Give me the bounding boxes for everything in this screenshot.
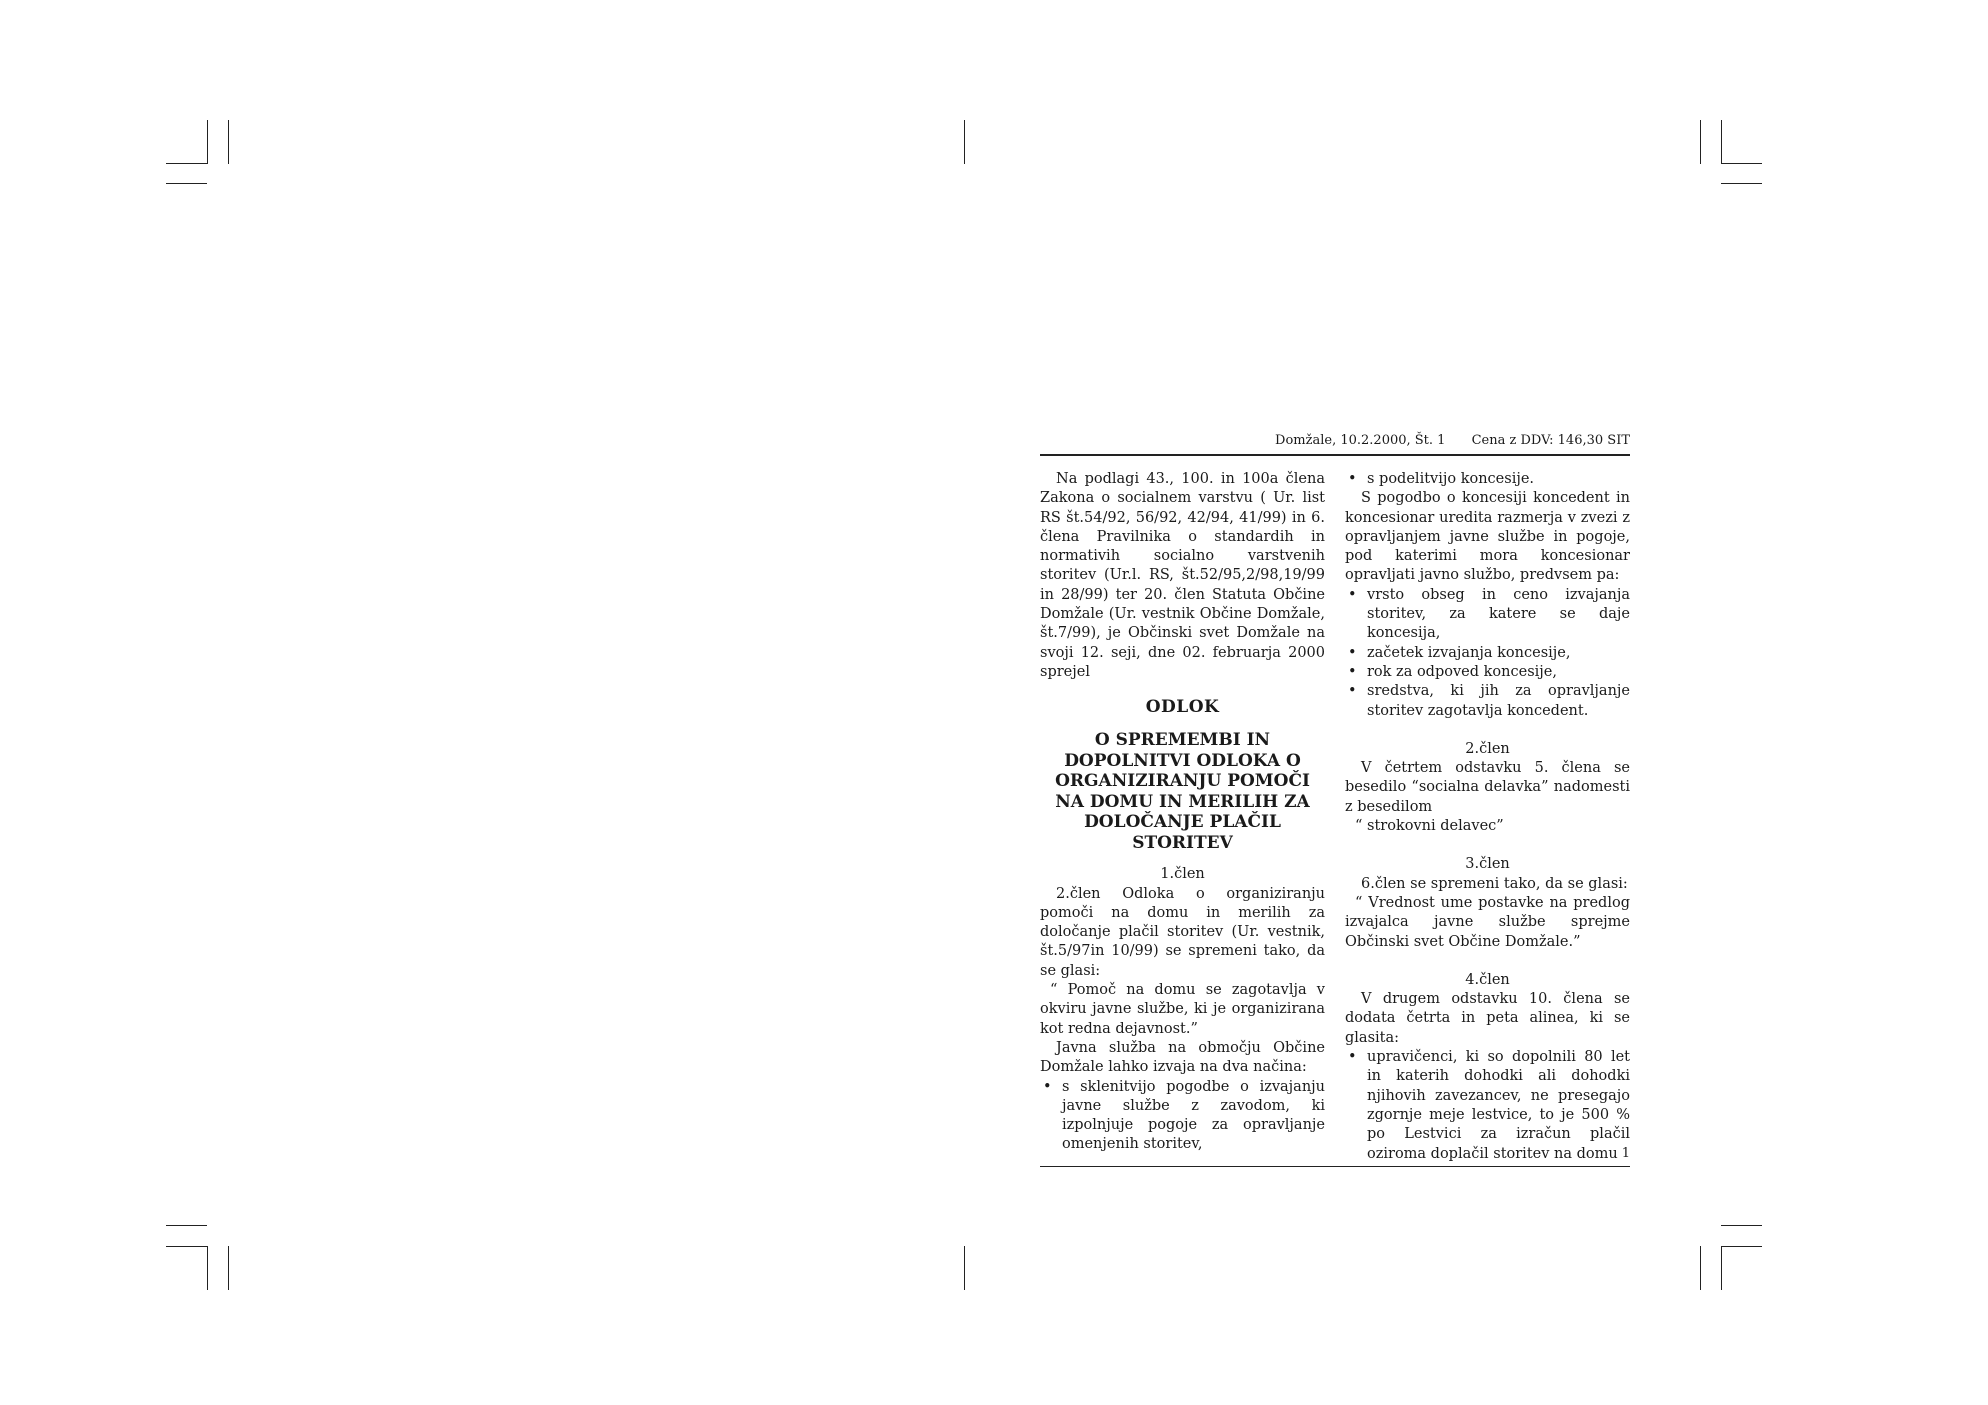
header-price: Cena z DDV: 146,30 SIT [1471,433,1630,448]
crop-mark [1721,183,1762,184]
header-rule [1040,454,1630,456]
article-1-text: 2.člen Odloka o organiziranju pomoči na domu in merilih za določanje plačil storitev (Ur. vestnik, št.5/97in 10/99) se spremeni tako, da se glasi: [1040,885,1325,979]
crop-mark [1721,1246,1722,1290]
article-2-quote: “ strokovni delavec” [1355,818,1504,835]
bullet-icon: • [1348,586,1357,603]
bullet-icon: • [1348,1049,1357,1066]
right-column [1345,470,1630,1164]
bullet-icon: • [1043,1078,1052,1095]
header-place-date-issue: Domžale, 10.2.2000, Št. 1 [1275,433,1446,448]
bullet-icon: • [1348,683,1357,700]
crop-mark [1721,163,1762,164]
article-1-text-2: Javna služba na območju Občine Domžale lahko izvaja na dva načina: [1040,1039,1325,1076]
crop-mark [207,1246,208,1290]
spacer [1345,721,1630,740]
crop-mark [1721,1225,1762,1226]
page-header [1040,433,1630,455]
preamble-paragraph: Na podlagi 43., 100. in 100a člena Zakona o socialnem varstvu ( Ur. list RS št.54/92, 56/92, 42/94, 41/99) in 6. člena Pravilnika o standardih in normativih socialno varstvenih storitev (Ur.l. RS, št.52/95,2/98,19/99 in 28/99) ter 20. člen Statuta Občine Domžale (Ur. vestnik Občine Domžale, št.7/99), je Občinski svet Domžale na svoji 12. seji, dne 02. februarja 2000 sprejel [1040,471,1325,680]
left-column [1040,470,1325,1155]
article-1-bullet-list [1040,1078,1325,1155]
article-1-heading: 1.člen [1160,866,1205,883]
article-4-heading: 4.člen [1465,971,1510,988]
document-title: O SPREMEMBI IN DOPOLNITVI ODLOKA O ORGANIZIRANJU POMOČI NA DOMU IN MERILIH ZA DOLOČANJE PLAČIL STORITEV [1055,730,1310,853]
crop-mark [1700,120,1701,164]
crop-mark [1721,120,1722,164]
crop-mark [1700,1246,1701,1290]
article-1-quote: “ Pomoč na domu se zagotavlja v okviru javne službe, ki je organizirana kot redna dejavnost.” [1040,982,1325,1037]
article-3-heading: 3.člen [1465,856,1510,873]
article-2-text: V četrtem odstavku 5. člena se besedilo “socialna delavka” nadomesti z besedilom [1345,760,1630,815]
article-4-text: V drugem odstavku 10. člena se dodata četrta in peta alinea, ki se glasita: [1345,991,1630,1046]
crop-mark [166,163,207,164]
concession-paragraph: S pogodbo o koncesiji koncedent in koncesionar uredita razmerja v zvezi z opravljanjem javne službe in pogoje, pod katerimi mora koncesionar opravljati javno službo, predvsem pa: [1345,490,1630,584]
article-3-quote: “ Vrednost ume postavke na predlog izvajalca javne službe sprejme Občinski svet Občine Domžale.” [1345,894,1630,950]
list-item: • s sklenitvijo pogodbe o izvajanju javne službe z zavodom, ki izpolnjuje pogoje za opravljanje omenjenih storitev, [1043,1078,1325,1153]
article-2-heading: 2.člen [1465,740,1510,757]
crop-mark [228,1246,229,1290]
list-item: • rok za odpoved koncesije, [1345,663,1630,682]
spacer [1345,836,1630,855]
crop-mark [964,120,965,164]
article-3-text: 6.člen se spremeni tako, da se glasi: [1361,875,1628,892]
document-page [1040,433,1630,1167]
list-item: • vrsto obseg in ceno izvajanja storitev, za katere se daje koncesija, [1348,586,1630,642]
crop-mark [166,1246,207,1247]
spacer [1345,952,1630,971]
crop-mark [1721,1246,1762,1247]
list-item: • s podelitvijo koncesije. [1345,470,1630,489]
document-type-heading: ODLOK [1145,697,1220,718]
list-item: • začetek izvajanja koncesije, [1345,644,1630,663]
crop-mark [228,120,229,164]
article-1-bullet-list-cont [1345,470,1630,489]
crop-mark [166,183,207,184]
footer-rule [1040,1166,1630,1167]
concession-bullet-list [1345,586,1630,721]
article-4-bullet-list [1345,1048,1630,1164]
page-number: 1 [1621,1146,1630,1161]
crop-mark [964,1246,965,1290]
bullet-icon: • [1348,471,1357,487]
crop-mark [207,120,208,164]
list-item: • sredstva, ki jih za opravljanje storitev zagotavlja koncedent. [1348,683,1630,719]
list-item: • upravičenci, ki so dopolnili 80 let in katerih dohodki ali dohodki njihovih zavezancev, ne presegajo zgornje meje lestvice, to je 500 % po Lestvici za izračun plačil oziroma doplačil storitev na domu [1348,1049,1630,1162]
crop-mark [166,1225,207,1226]
bullet-icon: • [1348,644,1357,661]
bullet-icon: • [1348,663,1357,680]
